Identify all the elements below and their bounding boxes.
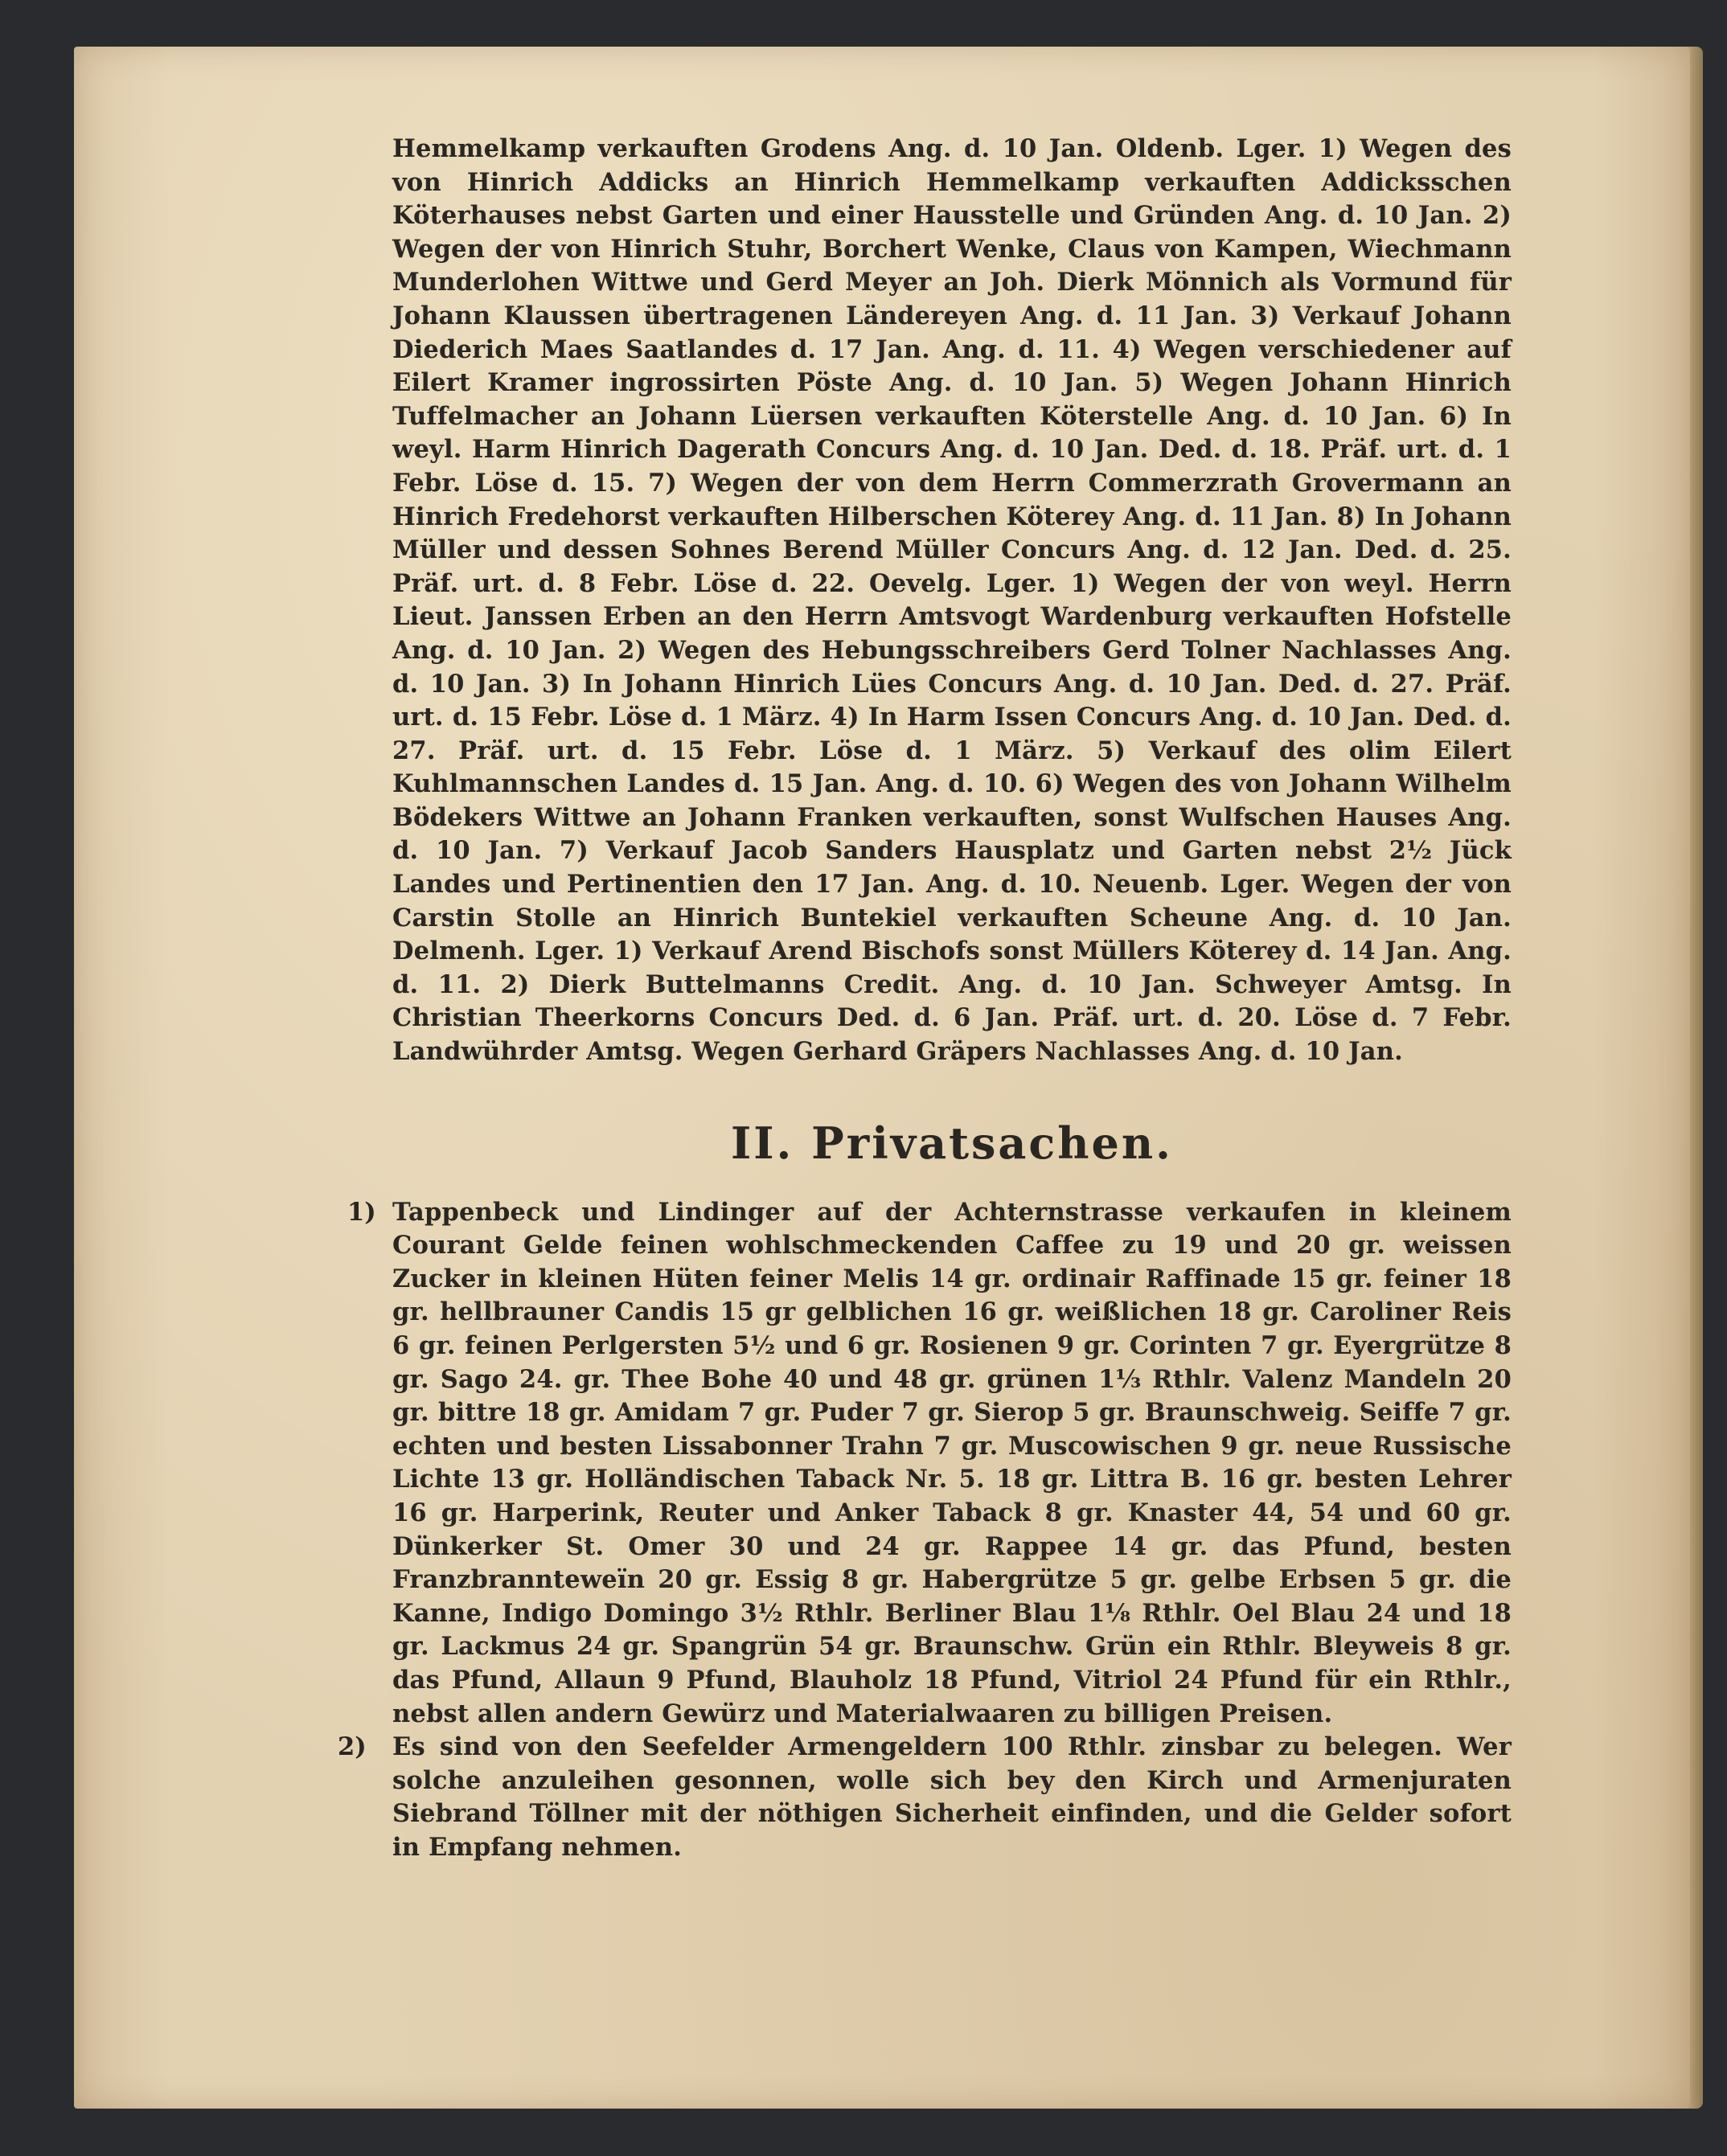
item-text: Tappenbeck und Lindinger auf der Achternstrasse verkaufen in kleinem Courant Gelde feinen wohlschmeckenden Caffee zu 19 und 20 gr. weissen Zucker in kleinen Hüten feiner Melis 14 gr. ordinair Raffinade 15 gr. feiner 18 gr. hellbrauner Candis 15 gr gelblichen 16 gr. weißlichen 18 gr. Caroliner Reis 6 gr. feinen Perlgersten 5½ und 6 gr. Rosienen 9 gr. Corinten 7 gr. Eyergrütze 8 gr. Sago 24. gr. Thee Bohe 40 und 48 gr. grünen 1⅓ Rthlr. Valenz Mandeln 20 gr. bittre 18 gr. Amidam 7 gr. Puder 7 gr. Sierop 5 gr. Braunschweig. Seiffe 7 gr. echten und besten Lissabonner Trahn 7 gr. Muscowischen 9 gr. neue Russische Lichte 13 gr. Holländischen Taback Nr. 5. 18 gr. Littra B. 16 gr. besten Lehrer 16 gr. Harperink, Reuter und Anker Taback 8 gr. Knaster 44, 54 und 60 gr. Dünkerker St. Omer 30 und 24 gr. Rappee 14 gr. das Pfund, besten Franzbrannteweïn 20 gr. Essig 8 gr. Habergrütze 5 gr. gelbe Erbsen 5 gr. die Kanne, Indigo Domingo 3½ Rthlr. Berliner Blau 1⅛ Rthlr. Oel Blau 24 und 18 gr. Lackmus 24 gr. Spangrün 54 gr. Braunschw. Grün ein Rthlr. Bleyweis 8 gr. das Pfund, Allaun 9 Pfund, Blauholz 18 Pfund, Vitriol 24 Pfund für ein Rthlr., nebst allen andern Gewürz und Materialwaaren zu billigen Preisen.	[392, 1197, 1512, 1728]
section-heading: II. Privatsachen.	[731, 1117, 1173, 1169]
official-notices-paragraph: Hemmelkamp verkauften Grodens Ang. d. 10 Jan. Oldenb. Lger. 1) Wegen des von Hinrich Addicks an Hinrich Hemmelkamp verkauften Addicksschen Köterhauses nebst Garten und einer Hausstelle und Gründen Ang. d. 10 Jan. 2) Wegen der von Hinrich Stuhr, Borchert Wenke, Claus von Kampen, Wiechmann Munderlohen Wittwe und Gerd Meyer an Joh. Dierk Mönnich als Vormund für Johann Klaussen übertragenen Ländereyen Ang. d. 11 Jan. 3) Verkauf Johann Diederich Maes Saatlandes d. 17 Jan. Ang. d. 11. 4) Wegen verschiedener auf Eilert Kramer ingrossirten Pöste Ang. d. 10 Jan. 5) Wegen Johann Hinrich Tuffelmacher an Johann Lüersen verkauften Köterstelle Ang. d. 10 Jan. 6) In weyl. Harm Hinrich Dagerath Concurs Ang. d. 10 Jan. Ded. d. 18. Präf. urt. d. 1 Febr. Löse d. 15. 7) Wegen der von dem Herrn Commerzrath Grovermann an Hinrich Fredehorst verkauften Hilberschen Köterey Ang. d. 11 Jan. 8) In Johann Müller und dessen Sohnes Berend Müller Concurs Ang. d. 12 Jan. Ded. d. 25. Präf. urt. d. 8 Febr. Löse d. 22. Oevelg. Lger. 1) Wegen der von weyl. Herrn Lieut. Janssen Erben an den Herrn Amtsvogt Wardenburg verkauften Hofstelle Ang. d. 10 Jan. 2) Wegen des Hebungsschreibers Gerd Tolner Nachlasses Ang. d. 10 Jan. 3) In Johann Hinrich Lües Concurs Ang. d. 10 Jan. Ded. d. 27. Präf. urt. d. 15 Febr. Löse d. 1 März. 4) In Harm Issen Concurs Ang. d. 10 Jan. Ded. d. 27. Präf. urt. d. 15 Febr. Löse d. 1 März. 5) Verkauf des olim Eilert Kuhlmannschen Landes d. 15 Jan. Ang. d. 10. 6) Wegen des von Johann Wilhelm Bödekers Wittwe an Johann Franken verkauften, sonst Wulfschen Hauses Ang. d. 10 Jan. 7) Verkauf Jacob Sanders Hausplatz und Garten nebst 2½ Jück Landes und Pertinentien den 17 Jan. Ang. d. 10. Neuenb. Lger. Wegen der von Carstin Stolle an Hinrich Buntekiel verkauften Scheune Ang. d. 10 Jan. Delmenh. Lger. 1) Verkauf Arend Bischofs sonst Müllers Köterey d. 14 Jan. Ang. d. 11. 2) Dierk Buttelmanns Credit. Ang. d. 10 Jan. Schweyer Amtsg. In Christian Theerkorns Concurs Ded. d. 6 Jan. Präf. urt. d. 20. Löse d. 7 Febr. Landwührder Amtsg. Wegen Gerhard Gräpers Nachlasses Ang. d. 10 Jan.	[392, 134, 1512, 1067]
item-number: 2)	[338, 1732, 367, 1762]
private-notice-1	[347, 1196, 1512, 1732]
item-number: 1)	[347, 1197, 376, 1227]
private-notice-2	[338, 1731, 1512, 1864]
item-text: Es sind von den Seefelder Armengeldern 100 Rthlr. zinsbar zu belegen. Wer solche anzuleihen gesonnen, wolle sich bey den Kirch und Armenjuraten Siebrand Töllner mit der nöthigen Sicherheit einfinden, und die Gelder sofort in Empfang nehmen.	[392, 1732, 1512, 1862]
document-body	[338, 133, 1512, 1865]
